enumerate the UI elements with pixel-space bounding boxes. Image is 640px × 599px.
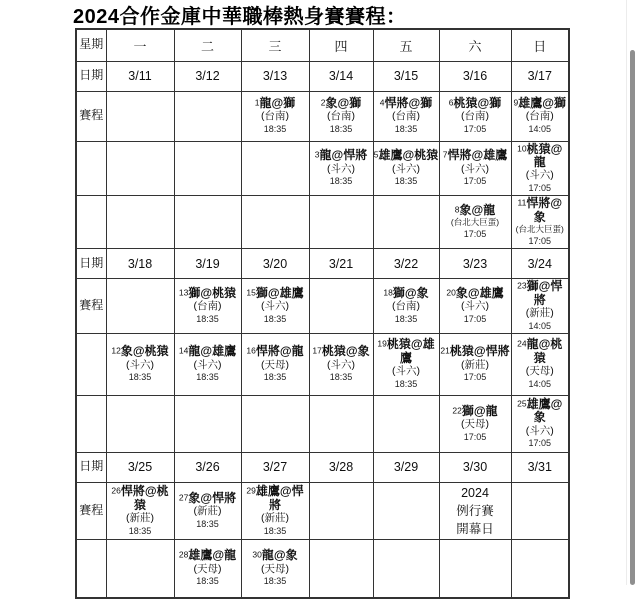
game-time: 17:05 bbox=[528, 182, 552, 193]
game-venue: (斗六) bbox=[261, 300, 289, 313]
empty-cell bbox=[174, 196, 241, 249]
game-number: 23 bbox=[517, 280, 527, 291]
weekday-cell: 五 bbox=[373, 29, 439, 61]
empty-cell bbox=[241, 196, 309, 249]
game-number: 15 bbox=[246, 287, 256, 298]
date-row-label: 日期 bbox=[76, 452, 106, 482]
game-number: 27 bbox=[178, 492, 189, 503]
game-venue: (台南) bbox=[327, 110, 355, 123]
game-venue: (天母) bbox=[525, 365, 554, 378]
game-venue: (台南) bbox=[392, 300, 420, 313]
games-row bbox=[76, 540, 569, 598]
game-cell bbox=[174, 482, 241, 539]
date-cell: 3/17 bbox=[511, 61, 569, 91]
game-teams: 龍@雄鷹 bbox=[188, 344, 237, 359]
weekday-header-row bbox=[76, 29, 569, 61]
date-cell: 3/23 bbox=[439, 249, 511, 279]
game-teams: 雄鷹@象 bbox=[526, 396, 563, 425]
game-matchup bbox=[512, 97, 569, 110]
game-number: 8 bbox=[454, 204, 460, 215]
date-cell: 3/28 bbox=[309, 452, 373, 482]
game-time: 18:35 bbox=[263, 123, 287, 134]
game-teams: 獅@悍將 bbox=[526, 279, 563, 307]
game-matchup bbox=[512, 143, 569, 170]
game-cell bbox=[106, 482, 174, 539]
game-matchup bbox=[440, 149, 511, 162]
game-number: 12 bbox=[111, 345, 121, 356]
game-time: 18:35 bbox=[128, 372, 152, 383]
game-cell bbox=[174, 279, 241, 334]
game-venue: (斗六) bbox=[461, 300, 489, 313]
game-number: 19 bbox=[377, 338, 387, 349]
game-number: 25 bbox=[517, 398, 527, 409]
game-matchup bbox=[374, 149, 439, 162]
game-matchup bbox=[374, 97, 439, 110]
game-cell bbox=[373, 141, 439, 196]
game-time: 17:05 bbox=[528, 438, 552, 449]
game-time: 18:35 bbox=[263, 313, 287, 324]
game-teams: 悍將@龍 bbox=[255, 344, 304, 359]
game-cell bbox=[373, 333, 439, 395]
empty-cell bbox=[511, 482, 569, 539]
game-cell bbox=[309, 91, 373, 141]
opening-day-line: 例行賽 bbox=[456, 503, 494, 518]
date-cell: 3/26 bbox=[174, 452, 241, 482]
game-venue: (斗六) bbox=[525, 424, 554, 437]
game-time: 17:05 bbox=[463, 229, 487, 240]
date-cell: 3/16 bbox=[439, 61, 511, 91]
game-time: 18:35 bbox=[196, 518, 219, 529]
game-venue: (新莊) bbox=[126, 512, 154, 525]
game-number: 16 bbox=[246, 345, 256, 356]
empty-cell bbox=[373, 482, 439, 539]
game-teams: 龍@桃猿 bbox=[526, 337, 563, 365]
schedule-table bbox=[75, 28, 570, 599]
game-time: 17:05 bbox=[463, 313, 487, 324]
date-row-label: 日期 bbox=[76, 61, 106, 91]
empty-cell bbox=[106, 141, 174, 196]
game-matchup bbox=[512, 398, 569, 425]
game-teams: 獅@雄鷹 bbox=[255, 285, 304, 300]
game-venue: (新莊) bbox=[525, 307, 554, 320]
weekday-row-label: 星期 bbox=[76, 29, 106, 61]
game-number: 10 bbox=[517, 143, 527, 153]
game-number: 7 bbox=[442, 149, 448, 160]
game-time: 18:35 bbox=[263, 372, 287, 383]
game-cell bbox=[174, 540, 241, 598]
game-teams: 悍將@桃猿 bbox=[120, 484, 169, 512]
vertical-scrollbar[interactable] bbox=[630, 50, 635, 585]
empty-cell bbox=[309, 196, 373, 249]
empty-cell bbox=[106, 91, 174, 141]
game-time: 18:35 bbox=[329, 176, 353, 187]
game-time: 14:05 bbox=[528, 320, 552, 331]
games-row bbox=[76, 279, 569, 334]
game-teams: 桃猿@獅 bbox=[453, 95, 502, 110]
game-cell bbox=[511, 196, 569, 249]
empty-cell bbox=[309, 395, 373, 452]
game-number: 28 bbox=[178, 549, 189, 560]
game-venue: (斗六) bbox=[525, 169, 554, 182]
game-time: 18:35 bbox=[196, 313, 219, 324]
game-cell bbox=[241, 279, 309, 334]
opening-day-line: 2024 bbox=[461, 485, 489, 500]
schedule-row-label-empty bbox=[76, 333, 106, 395]
game-cell bbox=[174, 333, 241, 395]
game-cell bbox=[241, 91, 309, 141]
game-number: 24 bbox=[517, 338, 527, 349]
game-teams: 桃猿@雄鷹 bbox=[386, 337, 435, 365]
game-time: 18:35 bbox=[394, 123, 418, 134]
game-teams: 獅@桃猿 bbox=[188, 285, 237, 300]
game-matchup bbox=[440, 287, 511, 300]
game-cell bbox=[309, 141, 373, 196]
game-venue: (新莊) bbox=[261, 512, 289, 525]
schedule-row-label-empty bbox=[76, 540, 106, 598]
game-cell bbox=[241, 333, 309, 395]
game-cell bbox=[511, 395, 569, 452]
game-time: 17:05 bbox=[463, 176, 487, 187]
date-cell: 3/15 bbox=[373, 61, 439, 91]
game-teams: 象@龍 bbox=[459, 202, 496, 217]
schedule-table-body bbox=[76, 29, 569, 598]
game-time: 18:35 bbox=[329, 123, 353, 134]
game-number: 29 bbox=[246, 485, 256, 496]
game-venue: (台北大巨蛋) bbox=[450, 217, 500, 228]
weekday-cell: 四 bbox=[309, 29, 373, 61]
schedule-row-label: 賽程 bbox=[76, 279, 106, 334]
game-number: 18 bbox=[383, 287, 393, 298]
game-venue: (斗六) bbox=[327, 358, 355, 371]
date-cell: 3/13 bbox=[241, 61, 309, 91]
game-matchup bbox=[440, 345, 511, 358]
game-matchup bbox=[107, 345, 174, 358]
empty-cell bbox=[309, 279, 373, 334]
game-cell bbox=[439, 395, 511, 452]
date-cell: 3/22 bbox=[373, 249, 439, 279]
game-cell bbox=[511, 279, 569, 334]
weekday-cell: 日 bbox=[511, 29, 569, 61]
game-teams: 龍@獅 bbox=[259, 95, 296, 110]
game-matchup bbox=[310, 345, 373, 358]
game-cell bbox=[373, 279, 439, 334]
empty-cell bbox=[309, 482, 373, 539]
game-time: 18:35 bbox=[196, 576, 219, 587]
schedule-row-label: 賽程 bbox=[76, 482, 106, 539]
game-time: 17:05 bbox=[463, 431, 487, 442]
game-matchup bbox=[374, 338, 439, 365]
weekday-cell: 六 bbox=[439, 29, 511, 61]
game-teams: 龍@悍將 bbox=[319, 148, 368, 163]
date-cell: 3/25 bbox=[106, 452, 174, 482]
game-time: 18:35 bbox=[263, 525, 287, 536]
page-title: 2024合作金庫中華職棒熱身賽賽程： bbox=[73, 6, 407, 28]
game-number: 5 bbox=[373, 149, 379, 160]
game-number: 21 bbox=[440, 345, 450, 356]
game-cell bbox=[373, 91, 439, 141]
date-cell: 3/19 bbox=[174, 249, 241, 279]
empty-cell bbox=[174, 91, 241, 141]
game-matchup bbox=[242, 549, 309, 562]
game-venue: (斗六) bbox=[327, 162, 355, 175]
game-venue: (天母) bbox=[261, 358, 289, 371]
game-cell bbox=[106, 333, 174, 395]
games-row bbox=[76, 91, 569, 141]
game-teams: 象@悍將 bbox=[188, 490, 237, 505]
game-teams: 獅@象 bbox=[392, 285, 429, 300]
game-time: 17:05 bbox=[463, 372, 487, 383]
game-time: 17:05 bbox=[463, 123, 487, 134]
game-teams: 雄鷹@桃猿 bbox=[378, 148, 439, 163]
game-matchup bbox=[440, 405, 511, 418]
empty-cell bbox=[106, 196, 174, 249]
game-matchup bbox=[175, 287, 241, 300]
game-venue: (斗六) bbox=[392, 365, 420, 378]
game-number: 13 bbox=[178, 287, 189, 298]
game-time: 18:35 bbox=[394, 176, 418, 187]
game-teams: 悍將@獅 bbox=[384, 95, 433, 110]
empty-cell bbox=[106, 395, 174, 452]
date-cell: 3/29 bbox=[373, 452, 439, 482]
games-row bbox=[76, 196, 569, 249]
opening-day-cell bbox=[439, 482, 511, 539]
empty-cell bbox=[373, 196, 439, 249]
game-matchup bbox=[512, 338, 569, 365]
game-teams: 象@桃猿 bbox=[120, 344, 169, 359]
weekday-cell: 一 bbox=[106, 29, 174, 61]
schedule-row-label: 賽程 bbox=[76, 91, 106, 141]
game-teams: 雄鷹@悍將 bbox=[255, 484, 304, 512]
game-teams: 獅@龍 bbox=[461, 403, 498, 418]
date-row bbox=[76, 452, 569, 482]
game-time: 17:05 bbox=[528, 236, 552, 247]
game-number: 17 bbox=[312, 345, 322, 356]
game-teams: 桃猿@象 bbox=[321, 344, 370, 359]
game-venue: (台北大巨蛋) bbox=[515, 223, 564, 234]
games-row bbox=[76, 482, 569, 539]
game-number: 6 bbox=[448, 97, 454, 108]
game-cell bbox=[511, 91, 569, 141]
game-time: 18:35 bbox=[128, 525, 152, 536]
date-cell: 3/14 bbox=[309, 61, 373, 91]
games-row bbox=[76, 141, 569, 196]
game-number: 1 bbox=[254, 97, 260, 108]
game-venue: (斗六) bbox=[392, 162, 420, 175]
opening-day-line: 開幕日 bbox=[456, 522, 494, 537]
game-time: 18:35 bbox=[263, 576, 287, 587]
game-cell bbox=[309, 333, 373, 395]
empty-cell bbox=[439, 540, 511, 598]
empty-cell bbox=[106, 279, 174, 334]
game-teams: 象@獅 bbox=[325, 95, 362, 110]
date-cell: 3/12 bbox=[174, 61, 241, 91]
game-venue: (台南) bbox=[392, 110, 420, 123]
game-number: 3 bbox=[314, 149, 320, 160]
game-matchup bbox=[440, 97, 511, 110]
empty-cell bbox=[373, 540, 439, 598]
game-matchup bbox=[242, 287, 309, 300]
game-venue: (新莊) bbox=[193, 505, 222, 518]
empty-cell bbox=[174, 395, 241, 452]
game-number: 20 bbox=[446, 287, 456, 298]
game-venue: (台南) bbox=[261, 110, 289, 123]
game-venue: (天母) bbox=[461, 418, 489, 431]
date-cell: 3/20 bbox=[241, 249, 309, 279]
game-number: 4 bbox=[379, 97, 385, 108]
date-cell: 3/31 bbox=[511, 452, 569, 482]
game-matchup bbox=[512, 197, 569, 224]
game-venue: (台南) bbox=[461, 110, 489, 123]
game-venue: (天母) bbox=[193, 562, 222, 575]
empty-cell bbox=[309, 540, 373, 598]
date-cell: 3/30 bbox=[439, 452, 511, 482]
game-time: 18:35 bbox=[196, 372, 219, 383]
weekday-cell: 三 bbox=[241, 29, 309, 61]
date-cell: 3/21 bbox=[309, 249, 373, 279]
game-teams: 龍@象 bbox=[261, 548, 298, 563]
date-row-label: 日期 bbox=[76, 249, 106, 279]
game-matchup bbox=[242, 345, 309, 358]
game-matchup bbox=[107, 485, 174, 512]
game-teams: 雄鷹@獅 bbox=[518, 95, 566, 110]
games-row bbox=[76, 395, 569, 452]
content-right-edge bbox=[626, 0, 627, 585]
game-time: 18:35 bbox=[394, 313, 418, 324]
empty-cell bbox=[511, 540, 569, 598]
game-matchup bbox=[512, 280, 569, 307]
date-cell: 3/18 bbox=[106, 249, 174, 279]
empty-cell bbox=[174, 141, 241, 196]
game-time: 14:05 bbox=[528, 378, 552, 389]
game-cell bbox=[439, 279, 511, 334]
game-number: 22 bbox=[452, 405, 462, 416]
game-number: 26 bbox=[111, 485, 121, 496]
date-cell: 3/11 bbox=[106, 61, 174, 91]
game-venue: (天母) bbox=[261, 562, 289, 575]
game-venue: (台南) bbox=[525, 110, 554, 123]
game-number: 14 bbox=[178, 345, 189, 356]
schedule-row-label-empty bbox=[76, 141, 106, 196]
games-row bbox=[76, 333, 569, 395]
game-cell bbox=[439, 196, 511, 249]
game-venue: (新莊) bbox=[461, 358, 489, 371]
game-cell bbox=[439, 141, 511, 196]
empty-cell bbox=[373, 395, 439, 452]
game-time: 18:35 bbox=[394, 378, 418, 389]
date-row bbox=[76, 61, 569, 91]
weekday-cell: 二 bbox=[174, 29, 241, 61]
game-teams: 桃猿@悍將 bbox=[449, 344, 510, 359]
game-teams: 雄鷹@龍 bbox=[188, 548, 237, 563]
game-venue: (斗六) bbox=[461, 162, 489, 175]
game-teams: 悍將@象 bbox=[526, 196, 563, 224]
schedule-row-label-empty bbox=[76, 395, 106, 452]
game-cell bbox=[439, 91, 511, 141]
game-teams: 象@雄鷹 bbox=[455, 285, 504, 300]
date-cell: 3/24 bbox=[511, 249, 569, 279]
game-matchup bbox=[242, 485, 309, 512]
game-teams: 悍將@雄鷹 bbox=[447, 148, 508, 163]
date-cell: 3/27 bbox=[241, 452, 309, 482]
game-matchup bbox=[374, 287, 439, 300]
empty-cell bbox=[241, 141, 309, 196]
game-cell bbox=[511, 141, 569, 196]
game-number: 2 bbox=[320, 97, 326, 108]
game-matchup bbox=[310, 97, 373, 110]
game-cell bbox=[241, 482, 309, 539]
game-matchup bbox=[310, 149, 373, 162]
game-cell bbox=[439, 333, 511, 395]
game-number: 30 bbox=[252, 549, 262, 560]
game-cell bbox=[241, 540, 309, 598]
empty-cell bbox=[106, 540, 174, 598]
game-time: 18:35 bbox=[329, 372, 353, 383]
game-matchup bbox=[242, 97, 309, 110]
game-teams: 桃猿@龍 bbox=[526, 141, 563, 169]
game-matchup bbox=[440, 204, 511, 217]
game-cell bbox=[511, 333, 569, 395]
schedule-row-label-empty bbox=[76, 196, 106, 249]
game-matchup bbox=[175, 492, 241, 505]
game-number: 11 bbox=[517, 197, 527, 208]
game-venue: (斗六) bbox=[193, 358, 222, 371]
game-time: 14:05 bbox=[528, 123, 552, 134]
empty-cell bbox=[241, 395, 309, 452]
game-venue: (斗六) bbox=[126, 358, 154, 371]
game-matchup bbox=[175, 549, 241, 562]
date-row bbox=[76, 249, 569, 279]
game-matchup bbox=[175, 345, 241, 358]
game-number: 9 bbox=[513, 97, 519, 108]
game-venue: (台南) bbox=[193, 300, 222, 313]
